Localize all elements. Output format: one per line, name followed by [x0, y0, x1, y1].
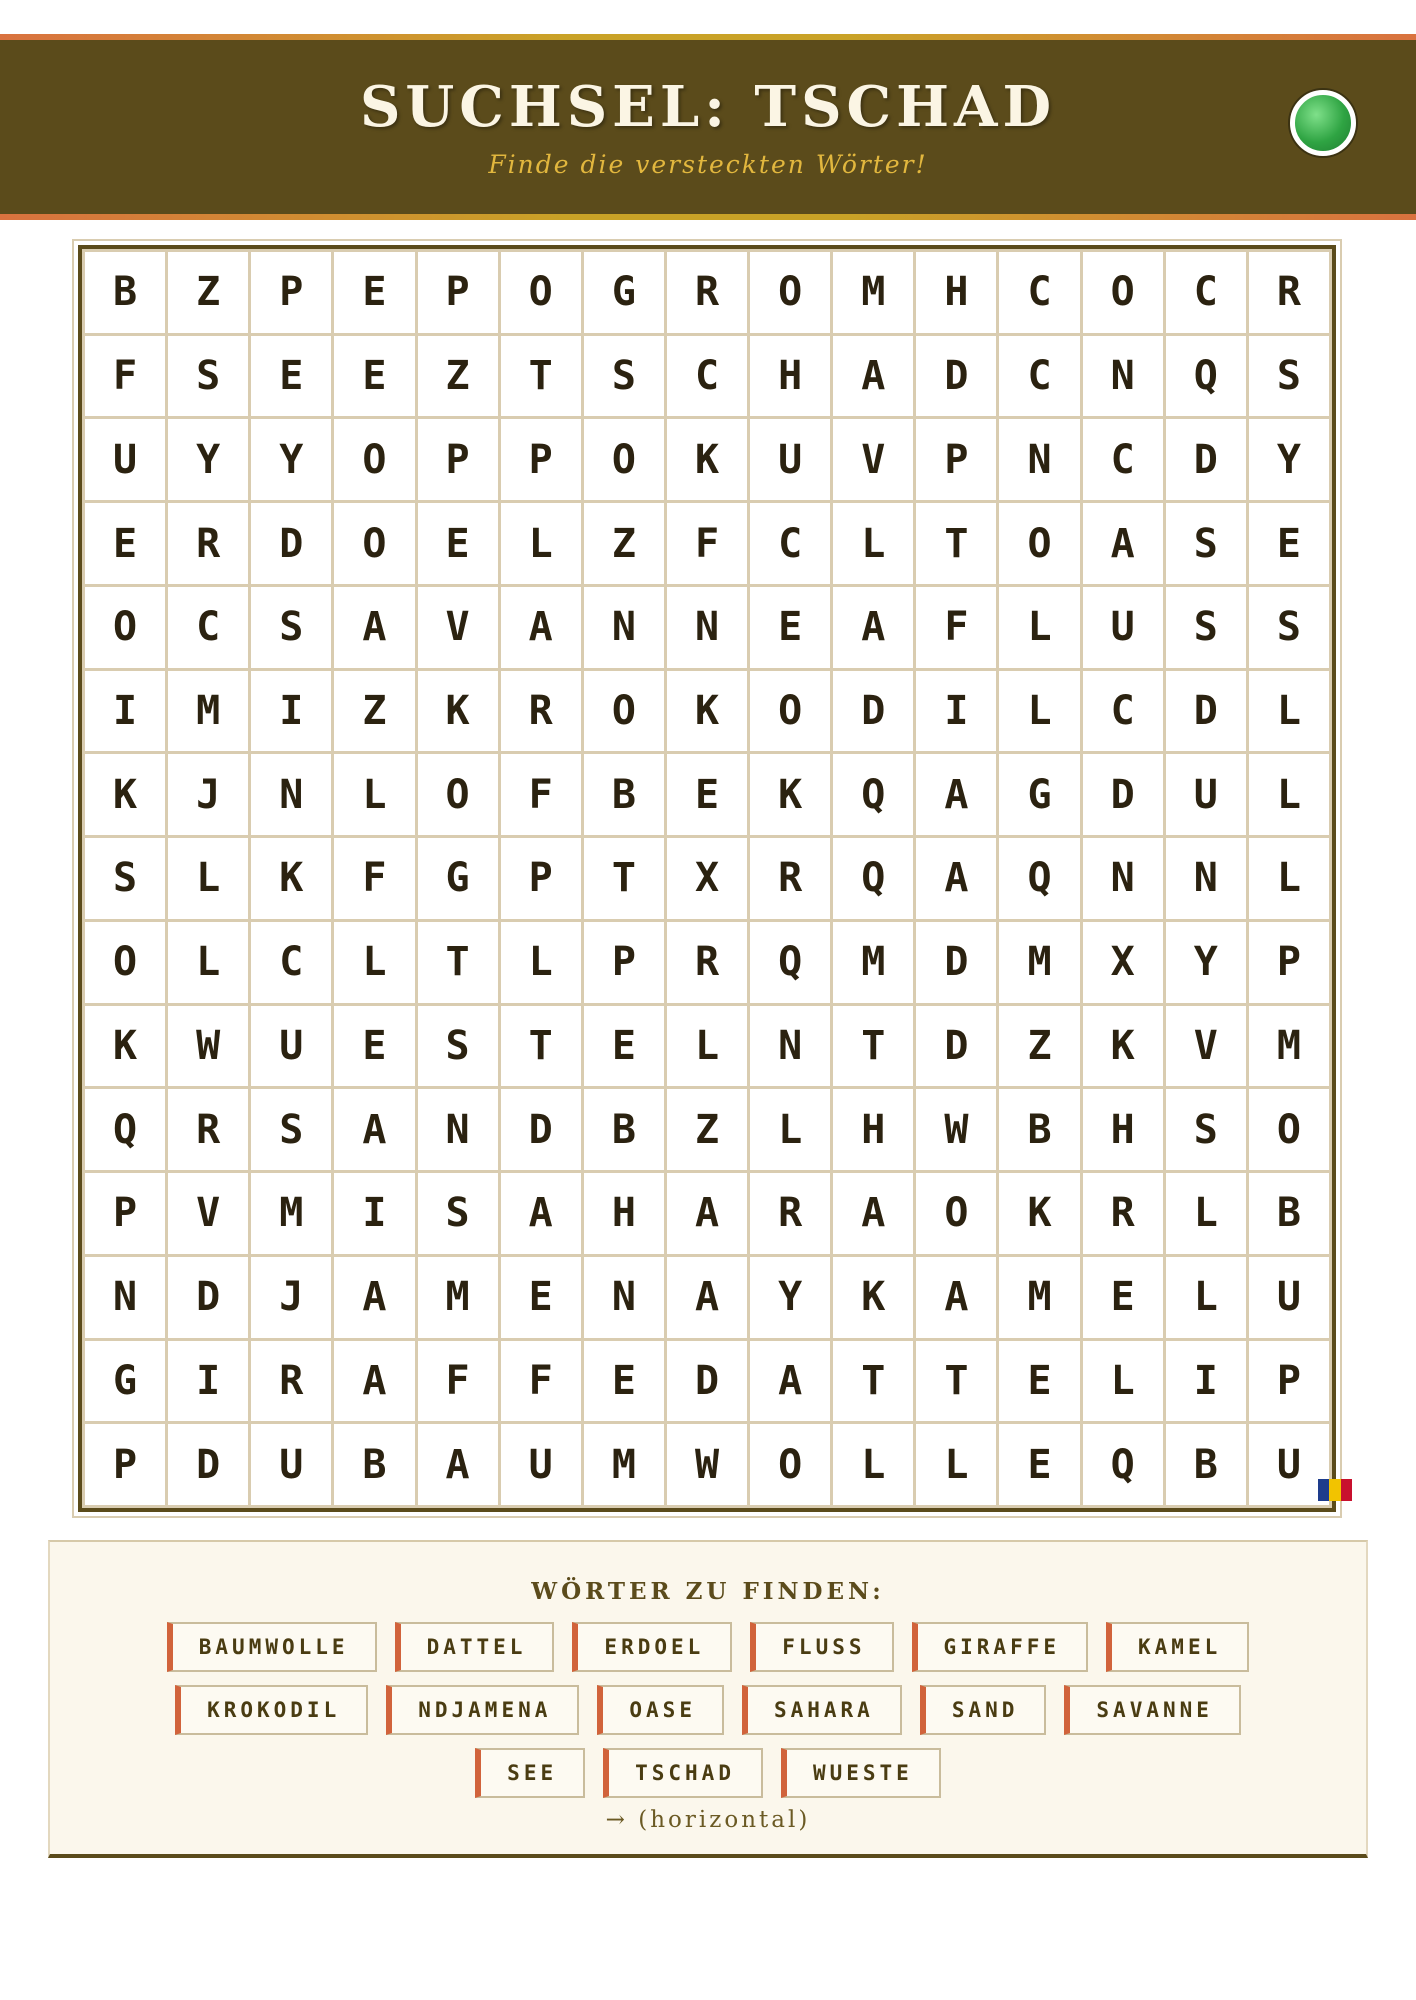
- grid-cell[interactable]: R: [750, 838, 830, 919]
- grid-cell[interactable]: O: [916, 1173, 996, 1254]
- grid-cell[interactable]: A: [833, 587, 913, 668]
- grid-cell[interactable]: O: [750, 252, 830, 333]
- grid-cell[interactable]: G: [85, 1341, 165, 1422]
- grid-cell[interactable]: B: [584, 1089, 664, 1170]
- grid-cell[interactable]: C: [667, 336, 747, 417]
- grid-cell[interactable]: D: [916, 922, 996, 1003]
- grid-cell[interactable]: A: [1083, 503, 1163, 584]
- grid-cell[interactable]: S: [1166, 1089, 1246, 1170]
- flag-stripe: [1341, 1479, 1352, 1501]
- grid-cell[interactable]: Y: [1249, 419, 1329, 500]
- grid-cell[interactable]: R: [667, 922, 747, 1003]
- grid-cell[interactable]: K: [833, 1257, 913, 1338]
- grid-cell[interactable]: L: [334, 922, 414, 1003]
- grid-cell[interactable]: L: [1083, 1341, 1163, 1422]
- page-title: SUCHSEL: TSCHAD: [359, 74, 1057, 140]
- grid-cell[interactable]: I: [251, 671, 331, 752]
- grid-cell[interactable]: L: [999, 671, 1079, 752]
- grid-cell[interactable]: V: [418, 587, 498, 668]
- grid-cell[interactable]: K: [1083, 1006, 1163, 1087]
- grid-cell[interactable]: O: [750, 1424, 830, 1505]
- grid-cell[interactable]: E: [1083, 1257, 1163, 1338]
- word-list-panel: [48, 1540, 1368, 1858]
- grid-cell[interactable]: C: [1083, 671, 1163, 752]
- grid-cell[interactable]: P: [418, 252, 498, 333]
- grid-cell[interactable]: N: [584, 1257, 664, 1338]
- letter-grid: [82, 249, 1332, 1508]
- grid-cell[interactable]: P: [251, 252, 331, 333]
- grid-cell[interactable]: E: [999, 1424, 1079, 1505]
- grid-cell[interactable]: L: [1249, 754, 1329, 835]
- grid-cell[interactable]: K: [667, 671, 747, 752]
- grid-cell[interactable]: O: [334, 503, 414, 584]
- grid-cell[interactable]: O: [1083, 252, 1163, 333]
- grid-cell[interactable]: L: [1249, 671, 1329, 752]
- word-chip-tschad[interactable]: TSCHAD: [603, 1748, 763, 1798]
- grid-cell[interactable]: E: [334, 336, 414, 417]
- grid-cell[interactable]: F: [85, 336, 165, 417]
- grid-cell[interactable]: B: [1249, 1173, 1329, 1254]
- grid-cell[interactable]: N: [584, 587, 664, 668]
- grid-cell[interactable]: K: [85, 754, 165, 835]
- grid-cell[interactable]: O: [85, 587, 165, 668]
- grid-cell[interactable]: U: [1166, 754, 1246, 835]
- header-bottom-stripe: [0, 214, 1416, 220]
- grid-cell[interactable]: F: [916, 587, 996, 668]
- flag-stripe: [1329, 1479, 1340, 1501]
- grid-cell[interactable]: M: [833, 922, 913, 1003]
- grid-cell[interactable]: Z: [418, 336, 498, 417]
- grid-cell[interactable]: M: [833, 252, 913, 333]
- grid-cell[interactable]: Y: [750, 1257, 830, 1338]
- grid-cell[interactable]: E: [667, 754, 747, 835]
- grid-cell[interactable]: R: [501, 671, 581, 752]
- grid-cell[interactable]: B: [85, 252, 165, 333]
- chad-flag-icon: [1318, 1479, 1352, 1501]
- grid-cell[interactable]: Q: [1083, 1424, 1163, 1505]
- grid-cell[interactable]: Z: [999, 1006, 1079, 1087]
- grid-cell[interactable]: S: [418, 1173, 498, 1254]
- grid-cell[interactable]: D: [251, 503, 331, 584]
- grid-cell[interactable]: N: [999, 419, 1079, 500]
- grid-cell[interactable]: M: [251, 1173, 331, 1254]
- grid-cell[interactable]: M: [999, 922, 1079, 1003]
- grid-cell[interactable]: N: [85, 1257, 165, 1338]
- grid-cell[interactable]: N: [750, 1006, 830, 1087]
- grid-cell[interactable]: G: [418, 838, 498, 919]
- grid-cell[interactable]: A: [833, 336, 913, 417]
- grid-cell[interactable]: Q: [833, 754, 913, 835]
- word-chip-fluss[interactable]: FLUSS: [750, 1622, 893, 1672]
- grid-cell[interactable]: I: [168, 1341, 248, 1422]
- grid-cell[interactable]: L: [916, 1424, 996, 1505]
- grid-cell[interactable]: L: [1166, 1257, 1246, 1338]
- grid-cell[interactable]: A: [833, 1173, 913, 1254]
- grid-cell[interactable]: E: [750, 587, 830, 668]
- grid-cell[interactable]: X: [1083, 922, 1163, 1003]
- grid-cell[interactable]: T: [916, 503, 996, 584]
- word-chip-giraffe[interactable]: GIRAFFE: [912, 1622, 1089, 1672]
- grid-cell[interactable]: O: [334, 419, 414, 500]
- grid-cell[interactable]: U: [1249, 1257, 1329, 1338]
- word-chip-krokodil[interactable]: KROKODIL: [175, 1685, 368, 1735]
- grid-cell[interactable]: Y: [251, 419, 331, 500]
- word-chip-dattel[interactable]: DATTEL: [395, 1622, 555, 1672]
- grid-cell[interactable]: L: [168, 922, 248, 1003]
- grid-cell[interactable]: U: [750, 419, 830, 500]
- grid-cell[interactable]: S: [1166, 503, 1246, 584]
- grid-cell[interactable]: Z: [667, 1089, 747, 1170]
- grid-cell[interactable]: U: [1249, 1424, 1329, 1505]
- grid-cell[interactable]: N: [251, 754, 331, 835]
- grid-cell[interactable]: L: [1166, 1173, 1246, 1254]
- word-chip-savanne[interactable]: SAVANNE: [1064, 1685, 1241, 1735]
- grid-cell[interactable]: A: [334, 1089, 414, 1170]
- grid-cell[interactable]: I: [916, 671, 996, 752]
- grid-cell[interactable]: O: [999, 503, 1079, 584]
- grid-cell[interactable]: N: [1083, 336, 1163, 417]
- grid-cell[interactable]: L: [168, 838, 248, 919]
- grid-cell[interactable]: I: [334, 1173, 414, 1254]
- grid-cell[interactable]: F: [667, 503, 747, 584]
- grid-cell[interactable]: C: [251, 922, 331, 1003]
- grid-cell[interactable]: E: [334, 252, 414, 333]
- word-list-title: WÖRTER ZU FINDEN:: [531, 1578, 885, 1605]
- grid-cell[interactable]: S: [251, 1089, 331, 1170]
- grid-cell[interactable]: L: [750, 1089, 830, 1170]
- grid-cell[interactable]: D: [168, 1424, 248, 1505]
- grid-cell[interactable]: C: [168, 587, 248, 668]
- grid-cell[interactable]: I: [1166, 1341, 1246, 1422]
- header: [0, 34, 1416, 220]
- grid-cell[interactable]: W: [168, 1006, 248, 1087]
- grid-cell[interactable]: S: [251, 587, 331, 668]
- grid-cell[interactable]: L: [1249, 838, 1329, 919]
- grid-cell[interactable]: O: [584, 419, 664, 500]
- grid-cell[interactable]: E: [584, 1341, 664, 1422]
- grid-cell[interactable]: S: [85, 838, 165, 919]
- grid-cell[interactable]: J: [168, 754, 248, 835]
- grid-cell[interactable]: E: [418, 503, 498, 584]
- grid-cell[interactable]: U: [251, 1424, 331, 1505]
- grid-cell[interactable]: T: [501, 336, 581, 417]
- grid-cell[interactable]: L: [833, 503, 913, 584]
- grid-cell[interactable]: H: [833, 1089, 913, 1170]
- grid-cell[interactable]: X: [667, 838, 747, 919]
- grid-cell[interactable]: P: [1249, 1341, 1329, 1422]
- grid-cell[interactable]: Q: [999, 838, 1079, 919]
- grid-cell[interactable]: A: [501, 587, 581, 668]
- grid-cell[interactable]: R: [168, 1089, 248, 1170]
- grid-cell[interactable]: S: [584, 336, 664, 417]
- grid-cell[interactable]: H: [584, 1173, 664, 1254]
- grid-cell[interactable]: A: [667, 1173, 747, 1254]
- grid-cell[interactable]: A: [750, 1341, 830, 1422]
- grid-cell[interactable]: E: [999, 1341, 1079, 1422]
- word-chip-oase[interactable]: OASE: [597, 1685, 724, 1735]
- grid-cell[interactable]: A: [334, 1341, 414, 1422]
- grid-cell[interactable]: K: [750, 754, 830, 835]
- grid-cell[interactable]: M: [999, 1257, 1079, 1338]
- grid-cell[interactable]: F: [501, 1341, 581, 1422]
- grid-cell[interactable]: D: [916, 1006, 996, 1087]
- grid-cell[interactable]: Y: [1166, 922, 1246, 1003]
- grid-cell[interactable]: P: [85, 1424, 165, 1505]
- word-chip-erdoel[interactable]: ERDOEL: [572, 1622, 732, 1672]
- grid-cell[interactable]: E: [85, 503, 165, 584]
- grid-cell[interactable]: H: [916, 252, 996, 333]
- grid-cell[interactable]: S: [1166, 587, 1246, 668]
- grid-cell[interactable]: P: [1249, 922, 1329, 1003]
- grid-cell[interactable]: U: [251, 1006, 331, 1087]
- grid-cell[interactable]: O: [584, 671, 664, 752]
- grid-cell[interactable]: O: [85, 922, 165, 1003]
- grid-cell[interactable]: Q: [750, 922, 830, 1003]
- grid-cell[interactable]: N: [1083, 838, 1163, 919]
- grid-cell[interactable]: R: [750, 1173, 830, 1254]
- grid-cell[interactable]: C: [999, 336, 1079, 417]
- grid-cell[interactable]: N: [667, 587, 747, 668]
- grid-cell[interactable]: Z: [334, 671, 414, 752]
- grid-cell[interactable]: O: [1249, 1089, 1329, 1170]
- grid-cell[interactable]: C: [1166, 252, 1246, 333]
- grid-cell[interactable]: E: [1249, 503, 1329, 584]
- grid-cell[interactable]: U: [1083, 587, 1163, 668]
- grid-cell[interactable]: P: [584, 922, 664, 1003]
- grid-cell[interactable]: L: [833, 1424, 913, 1505]
- grid-cell[interactable]: R: [1249, 252, 1329, 333]
- word-list-row: [50, 1748, 1366, 1798]
- grid-cell[interactable]: Y: [168, 419, 248, 500]
- grid-cell[interactable]: B: [1166, 1424, 1246, 1505]
- grid-cell[interactable]: U: [85, 419, 165, 500]
- grid-cell[interactable]: D: [1083, 754, 1163, 835]
- grid-cell[interactable]: M: [168, 671, 248, 752]
- grid-cell[interactable]: W: [667, 1424, 747, 1505]
- grid-cell[interactable]: G: [999, 754, 1079, 835]
- grid-cell[interactable]: N: [418, 1089, 498, 1170]
- grid-cell[interactable]: B: [584, 754, 664, 835]
- grid-cell[interactable]: D: [168, 1257, 248, 1338]
- grid-cell[interactable]: O: [418, 754, 498, 835]
- grid-cell[interactable]: B: [999, 1089, 1079, 1170]
- grid-cell[interactable]: E: [251, 336, 331, 417]
- word-chip-see[interactable]: SEE: [475, 1748, 585, 1798]
- grid-cell[interactable]: K: [251, 838, 331, 919]
- grid-cell[interactable]: A: [916, 754, 996, 835]
- word-list-row: [50, 1685, 1366, 1735]
- grid-cell[interactable]: D: [1166, 419, 1246, 500]
- word-chip-sand[interactable]: SAND: [920, 1685, 1047, 1735]
- grid-cell[interactable]: M: [584, 1424, 664, 1505]
- grid-cell[interactable]: B: [334, 1424, 414, 1505]
- grid-cell[interactable]: A: [334, 1257, 414, 1338]
- grid-cell[interactable]: G: [584, 252, 664, 333]
- grid-cell[interactable]: D: [916, 336, 996, 417]
- grid-cell[interactable]: Q: [85, 1089, 165, 1170]
- grid-cell[interactable]: V: [1166, 1006, 1246, 1087]
- grid-cell[interactable]: S: [418, 1006, 498, 1087]
- grid-cell[interactable]: D: [833, 671, 913, 752]
- grid-cell[interactable]: A: [916, 838, 996, 919]
- grid-cell[interactable]: H: [750, 336, 830, 417]
- grid-cell[interactable]: A: [667, 1257, 747, 1338]
- grid-cell[interactable]: W: [916, 1089, 996, 1170]
- grid-cell[interactable]: Q: [833, 838, 913, 919]
- grid-cell[interactable]: K: [418, 671, 498, 752]
- grid-cell[interactable]: R: [168, 503, 248, 584]
- grid-cell[interactable]: R: [251, 1341, 331, 1422]
- grid-cell[interactable]: L: [501, 503, 581, 584]
- grid-cell[interactable]: C: [750, 503, 830, 584]
- grid-cell[interactable]: K: [85, 1006, 165, 1087]
- word-list-row: [50, 1622, 1366, 1672]
- grid-cell[interactable]: C: [999, 252, 1079, 333]
- grid-cell[interactable]: M: [418, 1257, 498, 1338]
- grid-cell[interactable]: N: [1166, 838, 1246, 919]
- grid-cell[interactable]: P: [85, 1173, 165, 1254]
- grid-cell[interactable]: A: [916, 1257, 996, 1338]
- grid-cell[interactable]: L: [999, 587, 1079, 668]
- grid-cell[interactable]: U: [501, 1424, 581, 1505]
- status-indicator-icon: [1290, 90, 1356, 156]
- grid-cell[interactable]: Z: [168, 252, 248, 333]
- grid-cell[interactable]: F: [501, 754, 581, 835]
- word-chip-ndjamena[interactable]: NDJAMENA: [386, 1685, 579, 1735]
- grid-cell[interactable]: P: [501, 419, 581, 500]
- grid-cell[interactable]: M: [1249, 1006, 1329, 1087]
- word-chip-kamel[interactable]: KAMEL: [1106, 1622, 1249, 1672]
- grid-cell[interactable]: E: [584, 1006, 664, 1087]
- grid-cell[interactable]: R: [1083, 1173, 1163, 1254]
- grid-cell[interactable]: F: [334, 838, 414, 919]
- grid-cell[interactable]: T: [501, 1006, 581, 1087]
- grid-cell[interactable]: V: [168, 1173, 248, 1254]
- grid-cell[interactable]: S: [1249, 587, 1329, 668]
- grid-cell[interactable]: Q: [1166, 336, 1246, 417]
- grid-cell[interactable]: T: [418, 922, 498, 1003]
- grid-cell[interactable]: L: [501, 922, 581, 1003]
- grid-cell[interactable]: S: [168, 336, 248, 417]
- grid-cell[interactable]: D: [501, 1089, 581, 1170]
- grid-cell[interactable]: T: [833, 1341, 913, 1422]
- grid-cell[interactable]: P: [418, 419, 498, 500]
- flag-stripe: [1318, 1479, 1329, 1501]
- grid-cell[interactable]: Z: [584, 503, 664, 584]
- grid-cell[interactable]: F: [418, 1341, 498, 1422]
- grid-cell[interactable]: O: [501, 252, 581, 333]
- grid-cell[interactable]: K: [999, 1173, 1079, 1254]
- grid-cell[interactable]: A: [334, 587, 414, 668]
- grid-cell[interactable]: J: [251, 1257, 331, 1338]
- grid-cell[interactable]: T: [833, 1006, 913, 1087]
- grid-cell[interactable]: R: [667, 252, 747, 333]
- grid-cell[interactable]: T: [584, 838, 664, 919]
- grid-cell[interactable]: E: [501, 1257, 581, 1338]
- word-chip-wueste[interactable]: WUESTE: [781, 1748, 941, 1798]
- grid-cell[interactable]: P: [501, 838, 581, 919]
- grid-cell[interactable]: I: [85, 671, 165, 752]
- grid-cell[interactable]: D: [1166, 671, 1246, 752]
- grid-cell[interactable]: K: [667, 419, 747, 500]
- word-chip-baumwolle[interactable]: BAUMWOLLE: [167, 1622, 377, 1672]
- grid-cell[interactable]: L: [667, 1006, 747, 1087]
- direction-hint: → (horizontal): [605, 1807, 811, 1833]
- grid-cell[interactable]: D: [667, 1341, 747, 1422]
- grid-cell[interactable]: T: [916, 1341, 996, 1422]
- grid-cell[interactable]: H: [1083, 1089, 1163, 1170]
- word-chip-sahara[interactable]: SAHARA: [742, 1685, 902, 1735]
- grid-cell[interactable]: A: [501, 1173, 581, 1254]
- grid-cell[interactable]: L: [334, 754, 414, 835]
- grid-cell[interactable]: V: [833, 419, 913, 500]
- grid-cell[interactable]: E: [334, 1006, 414, 1087]
- grid-cell[interactable]: P: [916, 419, 996, 500]
- grid-cell[interactable]: A: [418, 1424, 498, 1505]
- grid-cell[interactable]: O: [750, 671, 830, 752]
- grid-cell[interactable]: S: [1249, 336, 1329, 417]
- grid-cell[interactable]: C: [1083, 419, 1163, 500]
- page-subtitle: Finde die versteckten Wörter!: [488, 150, 928, 179]
